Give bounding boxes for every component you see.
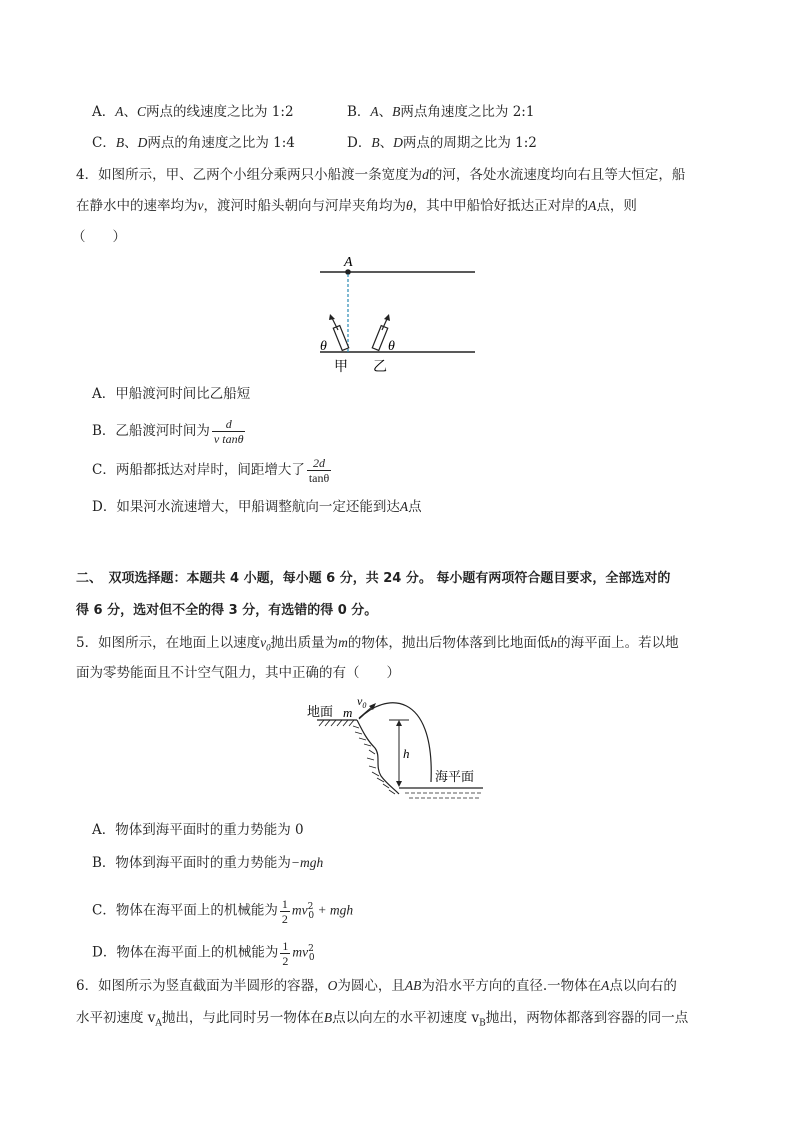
stem-text: 的海平面上。若以地 [557,635,679,651]
math-expression: mv [292,944,309,960]
var-v: v [260,635,267,650]
var-m: m [338,635,348,650]
q4-stem-line1 [76,165,685,185]
q5-stem-line1 [76,633,679,658]
stem-text: 的物体，抛出后物体落到比地面低 [347,635,551,651]
option-text: D．如果河水流速增大，甲船调整航向一定还能到达 [92,499,400,515]
q6-stem-line1 [76,976,677,996]
option-text: D．物体在海平面上的机械能为 [92,944,279,961]
q4-option-d [92,497,422,517]
stem-text: 点，则 [596,198,637,214]
denominator: tanθ [308,471,330,485]
subscript: 0 [308,911,315,922]
option-text: 两点角速度之比为 2:1 [400,104,535,120]
theta-right-label: θ [388,339,395,354]
q3-option-a [92,102,294,122]
stem-text: 5．如图所示，在地面上以速度 [76,635,261,651]
boat-jia [329,314,349,350]
boat-jia-label: 甲 [334,359,348,375]
stem-text: 为沿水平方向的直径.一物体在 [421,978,602,994]
stem-text: 点以向右的 [609,978,677,994]
section-text: 二、 双项选择题：本题共 4 小题，每小题 6 分，共 24 分。 每小题有两项符合题目要求，全部选对的 [76,571,671,586]
stem-text: 的河，各处水流速度均向右且等大恒定，船 [428,167,686,183]
numerator: 2d [313,456,326,470]
var-v: v [197,198,204,213]
superscript: 2 [308,944,314,954]
option-label: A． [92,104,116,120]
segment-label: AB [404,978,422,993]
separator: 、 [124,135,138,151]
var-d: d [422,167,429,182]
point-label: C [137,104,147,119]
q3-option-d [347,133,537,153]
stem-text: 点以向左的水平初速度 v [332,1010,480,1026]
subscript: B [479,1018,486,1029]
ground-hatch [319,720,354,726]
section-2-header-line2 [76,601,377,621]
point-label: A [115,104,124,119]
theta-left-label: θ [320,339,327,354]
option-text: A．物体到海平面时的重力势能为 0 [92,822,304,838]
point-label: B [323,1010,333,1025]
option-label: C． [92,135,116,151]
section-text: 得 6 分，选对但不全的得 3 分，有选错的得 0 分。 [76,603,378,618]
separator: 、 [378,104,393,120]
math-expression: mv [291,902,308,918]
stem-text: 6．如图所示为竖直截面为半圆形的容器， [76,978,328,994]
q5-option-a [92,820,304,840]
ground-label: 地面 [307,705,334,720]
option-text: 两点的周期之比为 1:2 [402,135,537,151]
answer-blank: （ ） [72,229,126,245]
q4-option-a [92,384,250,404]
q4-option-c [92,454,333,486]
option-text: C．物体在海平面上的机械能为 [92,902,278,919]
stem-text: 面为零势能面且不计空气阻力，其中正确的有（ ） [76,665,400,681]
var-h: h [550,635,558,650]
section-2-header-line1 [76,569,670,589]
sea-label: 海平面 [435,770,475,785]
point-a-dot [345,269,351,275]
option-text: C．两船都抵达对岸时，间距增大了 [92,462,305,478]
option-text: 点 [408,499,422,515]
stem-text: ，其中甲船恰好抵达正对岸的 [412,198,589,214]
q5-stem-line2 [76,663,400,683]
stem-text: 在静水中的速率均为 [76,198,198,214]
q6-stem-line2 [76,1008,688,1034]
option-text: A．甲船渡河时间比乙船短 [92,386,251,402]
var-theta: θ [406,198,413,213]
option-text: 两点的角速度之比为 1:4 [147,135,295,151]
q4-option-b [92,415,247,447]
subscript: 0 [308,953,315,964]
q5-option-b [92,853,323,873]
point-label: B [392,104,401,119]
point-label: A [601,978,610,993]
boat-yi-label: 乙 [373,359,387,375]
q4-answer-paren [72,227,126,247]
stem-text: 为圆心，且 [337,978,405,994]
stem-text: 抛出质量为 [270,635,339,651]
q4-stem-line2 [76,196,637,216]
point-a-label: A [344,255,353,270]
fraction [212,417,246,446]
numerator: 1 [282,938,289,953]
denominator: 2 [282,953,289,968]
cliff-face [357,720,399,794]
q5-option-c [92,891,354,926]
point-label: B [371,135,380,150]
q4-river-figure [310,252,485,377]
fraction [307,456,331,485]
denominator: v tanθ [213,432,244,446]
separator: 、 [379,135,394,151]
point-label: D [137,135,148,150]
point-label: A [588,198,597,213]
q3-option-c [92,133,295,153]
q5-option-d [92,933,315,968]
option-label: D． [347,135,372,151]
stem-text: 抛出，两物体都落到容器的同一点 [485,1010,689,1026]
point-label: O [327,978,338,993]
stem-text: 4．如图所示，甲、乙两个小组分乘两只小船渡一条宽度为 [76,167,423,183]
h-label: h [403,746,410,761]
option-text: B．乙船渡河时间为 [92,423,210,439]
q5-cliff-figure [305,692,490,804]
numerator: d [225,417,232,431]
subscript: A [155,1018,162,1029]
v0-label: $v_0$ [357,694,367,710]
math-expression: −mgh [290,855,324,870]
option-label: B． [347,104,371,120]
subscript: 0 [266,642,271,653]
superscript: 2 [307,902,314,912]
fraction [280,897,290,926]
point-label: A [399,499,409,514]
fraction [280,939,290,968]
option-text: B．物体到海平面时的重力势能为 [92,855,291,871]
point-label: B [115,135,125,150]
denominator: 2 [281,911,288,926]
stem-text: ，渡河时船头朝向与河岸夹角均为 [203,198,406,214]
mass-label: m [343,705,353,720]
numerator: 1 [281,896,288,911]
separator: 、 [123,104,137,120]
option-text: 两点的线速度之比为 1:2 [146,104,294,120]
point-label: A [370,104,379,119]
q3-option-b [347,102,534,122]
point-label: D [393,135,403,150]
stem-text: 水平初速度 v [76,1010,156,1026]
math-expression: + mgh [314,902,354,918]
stem-text: 抛出，与此同时另一物体在 [161,1010,324,1026]
